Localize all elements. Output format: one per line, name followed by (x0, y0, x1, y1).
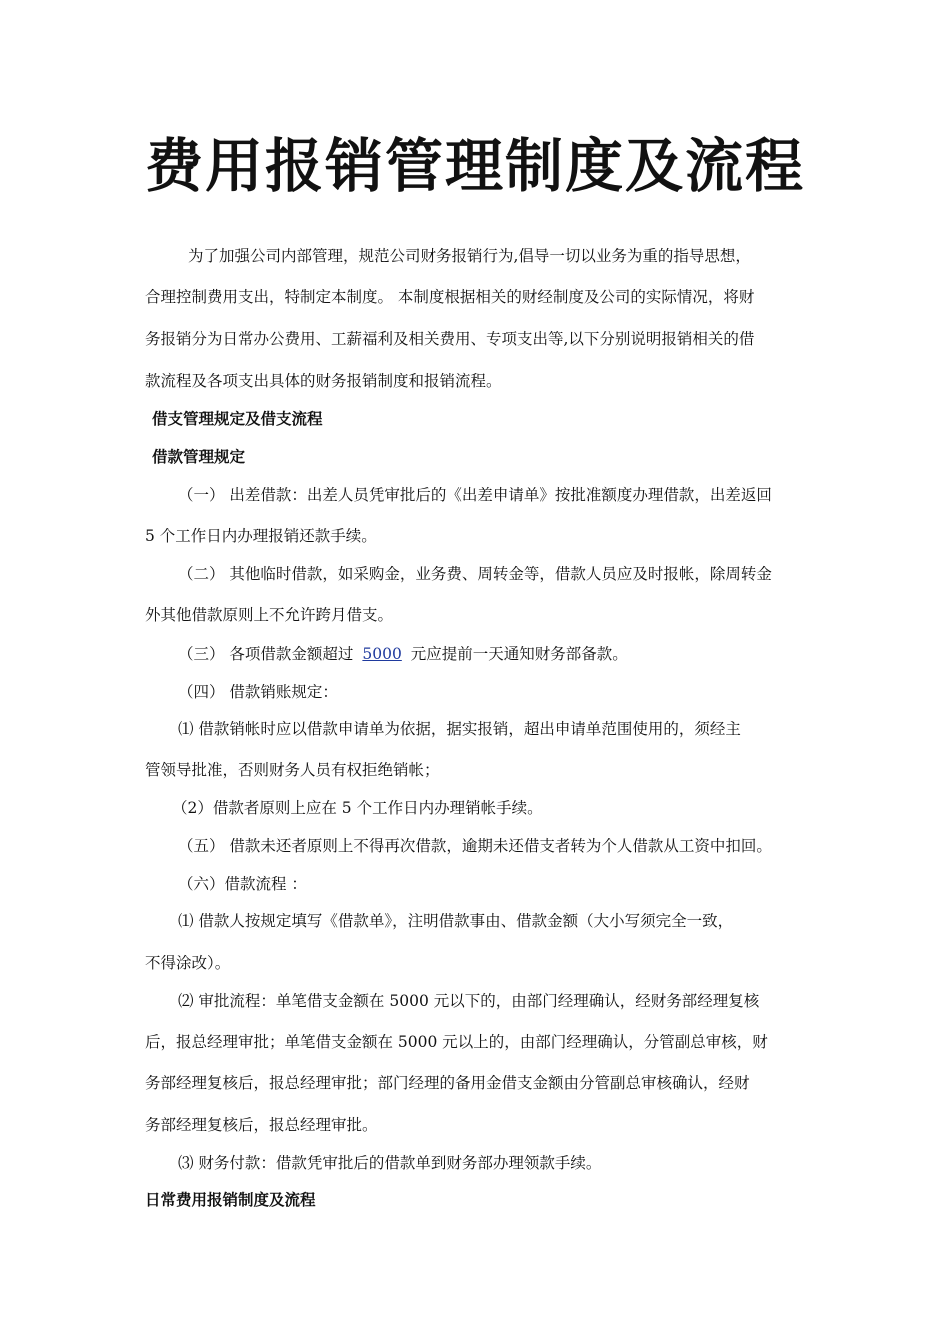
intro-line-1: 为了加强公司内部管理，规范公司财务报销行为,倡导一切以业务为重的指导思想， (188, 247, 751, 265)
item4-heading: （四） 借款销账规定： (178, 683, 338, 701)
item3-prefix: （三） 各项借款金额超过 (178, 645, 354, 663)
item6-heading: （六）借款流程 ： (178, 875, 307, 893)
intro-line-3: 务报销分为日常办公费用、工薪福利及相关费用、专项支出等,以下分别说明报销相关的借 (145, 330, 755, 348)
item5: （五） 借款未还者原则上不得再次借款，逾期未还借支者转为个人借款从工资中扣回。 (178, 837, 772, 855)
item6-2-line-2: 后，报总经理审批；单笔借支金额在 5000 元以上的，由部门经理确认，分管副总审核，财 (145, 1033, 768, 1051)
item6-1-line-1: ⑴ 借款人按规定填写《借款单》，注明借款事由、借款金额（大小写须完全一致， (178, 912, 734, 930)
section-heading-daily-expenses: 日常费用报销制度及流程 (145, 1191, 316, 1209)
item3-suffix: 元应提前一天通知财务部备款。 (410, 645, 628, 663)
item3-line (178, 643, 628, 665)
intro-line-4: 款流程及各项支出具体的财务报销制度和报销流程。 (145, 372, 502, 390)
item6-3: ⑶ 财务付款：借款凭审批后的借款单到财务部办理领款手续。 (178, 1154, 602, 1172)
item2-line-2: 外其他借款原则上不允许跨月借支。 (145, 606, 394, 624)
item1-line-1: （一） 出差借款：出差人员凭审批后的《出差申请单》按批准额度办理借款，出差返回 (178, 486, 772, 504)
item6-2-line-1: ⑵ 审批流程：单笔借支金额在 5000 元以下的，由部门经理确认，经财务部经理复核 (178, 992, 760, 1010)
item2-line-1: （二） 其他临时借款，如采购金，业务费、周转金等，借款人员应及时报帐，除周转金 (178, 565, 772, 583)
item1-line-2: 5 个工作日内办理报销还款手续。 (145, 527, 377, 545)
subsection-heading-loan-rules: 借款管理规定 (152, 448, 246, 466)
item3-amount: 5000 (362, 645, 402, 663)
item4-1-line-2: 管领导批准，否则财务人员有权拒绝销帐； (145, 761, 440, 779)
item4-1-line-1: ⑴ 借款销帐时应以借款申请单为依据，据实报销，超出申请单范围使用的，须经主 (178, 720, 741, 738)
intro-line-2: 合理控制费用支出，特制定本制度。 本制度根据相关的财经制度及公司的实际情况，将财 (145, 288, 755, 306)
section-heading-borrowing: 借支管理规定及借支流程 (152, 410, 323, 428)
document-title: 费用报销管理制度及流程 (144, 132, 805, 200)
item6-2-line-3: 务部经理复核后，报总经理审批；部门经理的备用金借支金额由分管副总审核确认，经财 (145, 1074, 750, 1092)
item6-1-line-2: 不得涂改）。 (145, 954, 231, 972)
item4-2: （2）借款者原则上应在 5 个工作日内办理销帐手续。 (172, 799, 543, 817)
item6-2-line-4: 务部经理复核后，报总经理审批。 (145, 1116, 378, 1134)
